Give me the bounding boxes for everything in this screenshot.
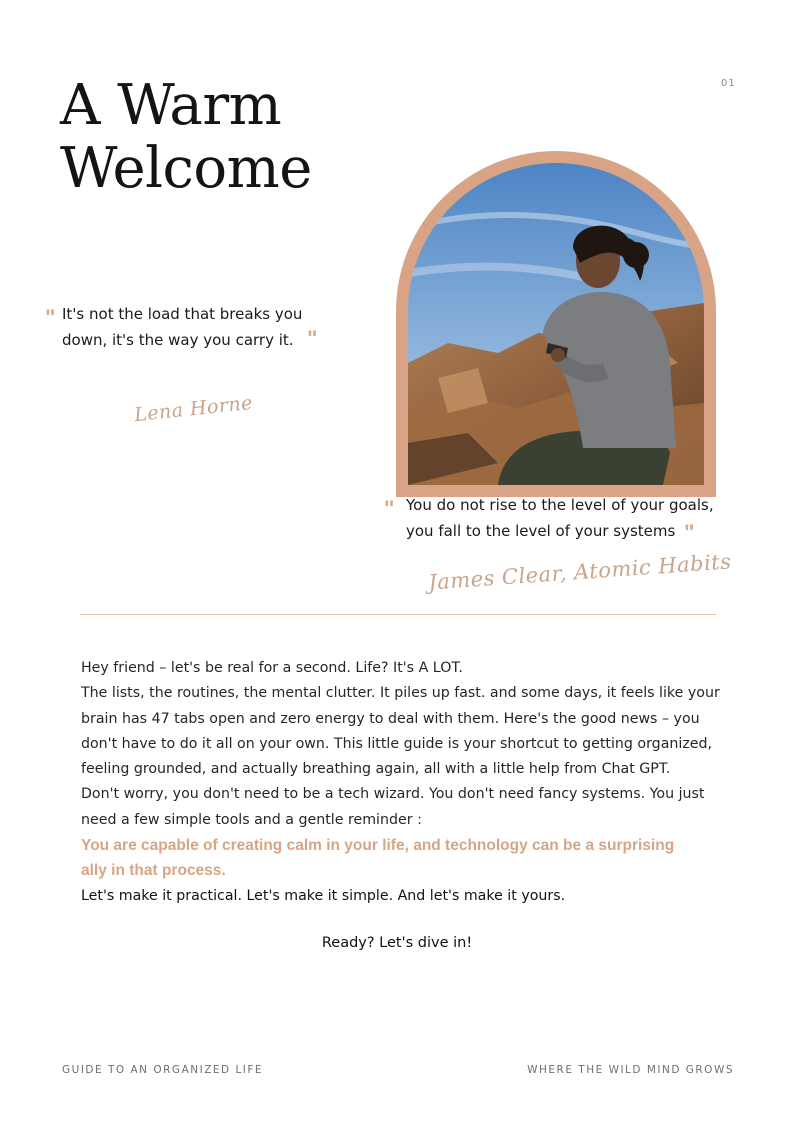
call-to-action: Ready? Let's dive in!	[321, 935, 473, 951]
open-quote-icon: "	[45, 305, 56, 330]
quote-line: you fall to the level of your systems	[406, 522, 676, 540]
title-line-2: Welcome	[60, 136, 312, 201]
quote-james-clear	[406, 492, 714, 544]
quote-line: It's not the load that breaks you	[62, 305, 303, 323]
open-quote-icon: "	[384, 496, 395, 521]
intro-body	[81, 656, 721, 909]
divider	[80, 614, 716, 615]
footer-right: WHERE THE WILD MIND GROWS	[527, 1064, 734, 1076]
quote-line: You do not rise to the level of your goals,	[406, 496, 714, 514]
signature-lena-horne: Lena Horne	[133, 391, 254, 427]
close-quote-icon: "	[684, 520, 695, 545]
footer-left: GUIDE TO AN ORGANIZED LIFE	[62, 1064, 264, 1076]
body-line: need a few simple tools and a gentle reminder :	[81, 811, 422, 828]
body-line: don't have to do it all on your own. This little guide is your shortcut to getting organized,	[81, 735, 713, 752]
page-title	[60, 74, 312, 200]
body-line: Hey friend – let's be real for a second. Life? It's A LOT.	[81, 660, 463, 676]
quote-lena-horne	[62, 301, 302, 353]
body-line: feeling grounded, and actually breathing again, all with a little help from Chat GPT.	[81, 761, 671, 778]
body-line: Let's make it practical. Let's make it simple. And let's make it yours.	[81, 887, 566, 904]
signature-james-clear: James Clear, Atomic Habits	[427, 549, 733, 595]
highlight-line: ally in that process.	[81, 862, 226, 880]
quote-line: down, it's the way you carry it.	[62, 331, 294, 349]
close-quote-icon: "	[307, 326, 318, 351]
woman-on-rocks-photo	[408, 163, 704, 485]
body-line: The lists, the routines, the mental clutter. It piles up fast. and some days, it feels like your	[81, 685, 720, 702]
highlight-line: You are capable of creating calm in your life, and technology can be a surprising	[81, 837, 675, 855]
body-line: brain has 47 tabs open and zero energy to deal with them. Here's the good news – you	[81, 710, 700, 727]
page-number: 01	[721, 78, 736, 89]
highlight-statement	[81, 833, 721, 884]
title-line-1: A Warm	[60, 73, 282, 138]
body-line: Don't worry, you don't need to be a tech wizard. You don't need fancy systems. You just	[81, 786, 705, 803]
